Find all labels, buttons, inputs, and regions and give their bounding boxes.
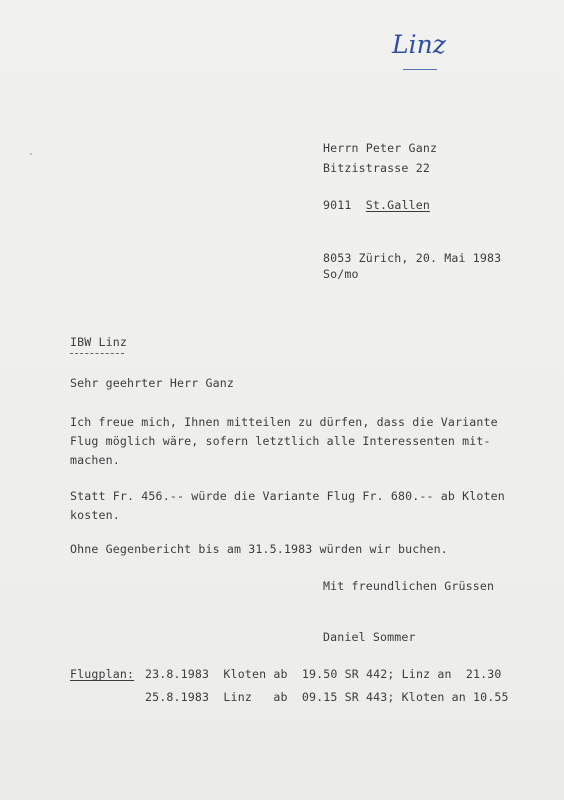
recipient-city: St.Gallen [365,198,430,212]
subject-line: IBW Linz [70,335,128,349]
handwritten-underline [403,69,437,70]
body-line: Flug möglich wäre, sofern letztlich alle Interessenten mit- [70,434,491,448]
subject-underline [70,353,124,354]
salutation: Sehr geehrter Herr Ganz [70,376,234,390]
body-line: machen. [70,453,120,467]
signature-name: Daniel Sommer [323,630,416,644]
recipient-name: Herrn Peter Ganz [323,141,438,155]
place-date: 8053 Zürich, 20. Mai 1983 [323,251,502,265]
reference-code: So/mo [323,267,359,281]
flight-plan-label: Flugplan: [70,667,135,681]
paper-speck [30,153,32,155]
recipient-postcode-city [323,196,430,215]
body-paragraph-3: Ohne Gegenbericht bis am 31.5.1983 würden wir buchen. [70,542,448,556]
flight-row-return: 25.8.1983 Linz ab 09.15 SR 443; Kloten an 10.55 [145,690,509,704]
handwritten-annotation: Linz [392,30,446,59]
body-line: kosten. [70,508,120,522]
flight-row-outbound: 23.8.1983 Kloten ab 19.50 SR 442; Linz an 21.30 [145,667,502,681]
recipient-postcode: 9011 [323,198,352,212]
body-line: Ich freue mich, Ihnen mitteilen zu dürfen, dass die Variante [70,415,498,429]
closing: Mit freundlichen Grüssen [323,579,495,593]
body-line: Statt Fr. 456.-- würde die Variante Flug Fr. 680.-- ab Kloten [70,489,505,503]
recipient-street: Bitzistrasse 22 [323,161,430,175]
